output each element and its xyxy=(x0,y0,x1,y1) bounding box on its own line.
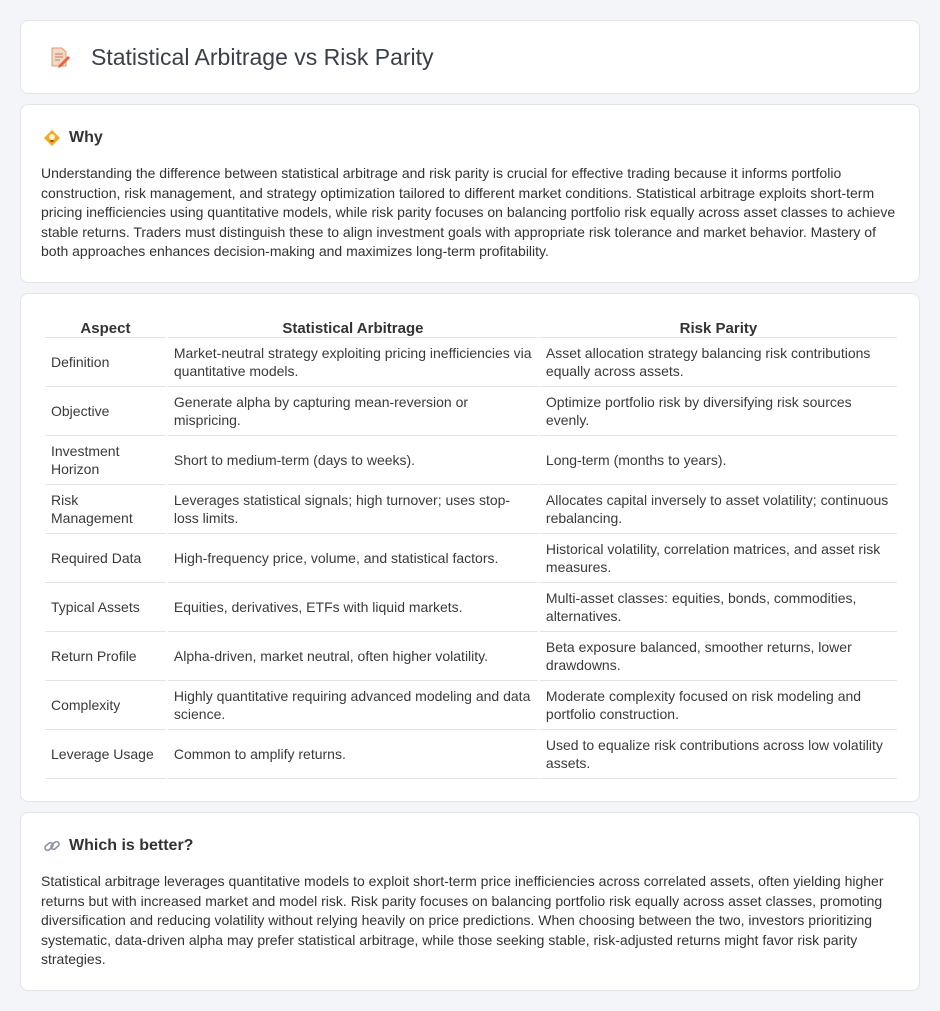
aspect-cell: Definition xyxy=(45,338,166,387)
table-row xyxy=(45,338,897,387)
table-row xyxy=(45,730,897,779)
statarb-cell: Short to medium-term (days to weeks). xyxy=(168,436,538,485)
table-row xyxy=(45,485,897,534)
comparison-table xyxy=(43,316,899,779)
why-heading: Why xyxy=(69,129,103,146)
riskparity-cell: Long-term (months to years). xyxy=(540,436,897,485)
aspect-cell: Typical Assets xyxy=(45,583,166,632)
statarb-cell: Common to amplify returns. xyxy=(168,730,538,779)
riskparity-cell: Moderate complexity focused on risk modeling and portfolio construction. xyxy=(540,681,897,730)
aspect-cell: Risk Management xyxy=(45,485,166,534)
table-header-row xyxy=(45,316,897,338)
header-risk-parity: Risk Parity xyxy=(540,316,897,338)
why-text: Understanding the difference between statistical arbitrage and risk parity is crucial for effective trading because it informs portfolio construction, risk management, and strategy optimization tailored to different market conditions. Statistical arbitrage exploits short-term pricing inefficiencies using quantitative models, while risk parity focuses on balancing portfolio risk equally across asset classes to achieve stable returns. Traders must distinguish these to align investment goals with appropriate risk tolerance and market behavior. Mastery of both approaches enhances decision-making and maximizes long-term profitability. xyxy=(41,165,896,259)
title-card xyxy=(20,20,920,94)
riskparity-cell: Used to equalize risk contributions across low volatility assets. xyxy=(540,730,897,779)
riskparity-cell: Optimize portfolio risk by diversifying risk sources evenly. xyxy=(540,387,897,436)
document-pencil-icon xyxy=(47,45,71,69)
comparison-table-card xyxy=(20,293,920,802)
statarb-cell: Equities, derivatives, ETFs with liquid markets. xyxy=(168,583,538,632)
statarb-cell: Leverages statistical signals; high turnover; uses stop-loss limits. xyxy=(168,485,538,534)
riskparity-cell: Beta exposure balanced, smoother returns, lower drawdowns. xyxy=(540,632,897,681)
statarb-cell: Generate alpha by capturing mean-reversion or mispricing. xyxy=(168,387,538,436)
riskparity-cell: Asset allocation strategy balancing risk contributions equally across assets. xyxy=(540,338,897,387)
riskparity-cell: Multi-asset classes: equities, bonds, commodities, alternatives. xyxy=(540,583,897,632)
table-row xyxy=(45,583,897,632)
statarb-cell: Market-neutral strategy exploiting pricing inefficiencies via quantitative models. xyxy=(168,338,538,387)
riskparity-cell: Historical volatility, correlation matrices, and asset risk measures. xyxy=(540,534,897,583)
header-aspect: Aspect xyxy=(45,316,166,338)
table-row xyxy=(45,632,897,681)
aspect-cell: Required Data xyxy=(45,534,166,583)
which-is-better-text: Statistical arbitrage leverages quantitative models to exploit short-term price inefficiencies across correlated assets, often yielding higher returns but with increased market and model risk. Risk parity focuses on balancing portfolio risk equally across asset classes, promoting diversification and reducing volatility without relying heavily on price predictions. When choosing between the two, investors prioritizing systematic, data-driven alpha may prefer statistical arbitrage, while those seeking stable, risk-adjusted returns might favor risk parity strategies. xyxy=(41,873,884,967)
link-icon xyxy=(43,837,61,855)
table-row xyxy=(45,436,897,485)
page-title: Statistical Arbitrage vs Risk Parity xyxy=(91,43,434,70)
aspect-cell: Complexity xyxy=(45,681,166,730)
header-statistical-arbitrage: Statistical Arbitrage xyxy=(168,316,538,338)
aspect-cell: Objective xyxy=(45,387,166,436)
table-row xyxy=(45,387,897,436)
statarb-cell: Alpha-driven, market neutral, often higher volatility. xyxy=(168,632,538,681)
aspect-cell: Leverage Usage xyxy=(45,730,166,779)
statarb-cell: High-frequency price, volume, and statistical factors. xyxy=(168,534,538,583)
table-row xyxy=(45,681,897,730)
why-section xyxy=(20,104,920,283)
riskparity-cell: Allocates capital inversely to asset volatility; continuous rebalancing. xyxy=(540,485,897,534)
aspect-cell: Investment Horizon xyxy=(45,436,166,485)
lightbulb-icon xyxy=(43,129,61,147)
which-is-better-heading: Which is better? xyxy=(69,837,194,854)
table-row xyxy=(45,534,897,583)
aspect-cell: Return Profile xyxy=(45,632,166,681)
statarb-cell: Highly quantitative requiring advanced modeling and data science. xyxy=(168,681,538,730)
which-is-better-section xyxy=(20,812,920,991)
